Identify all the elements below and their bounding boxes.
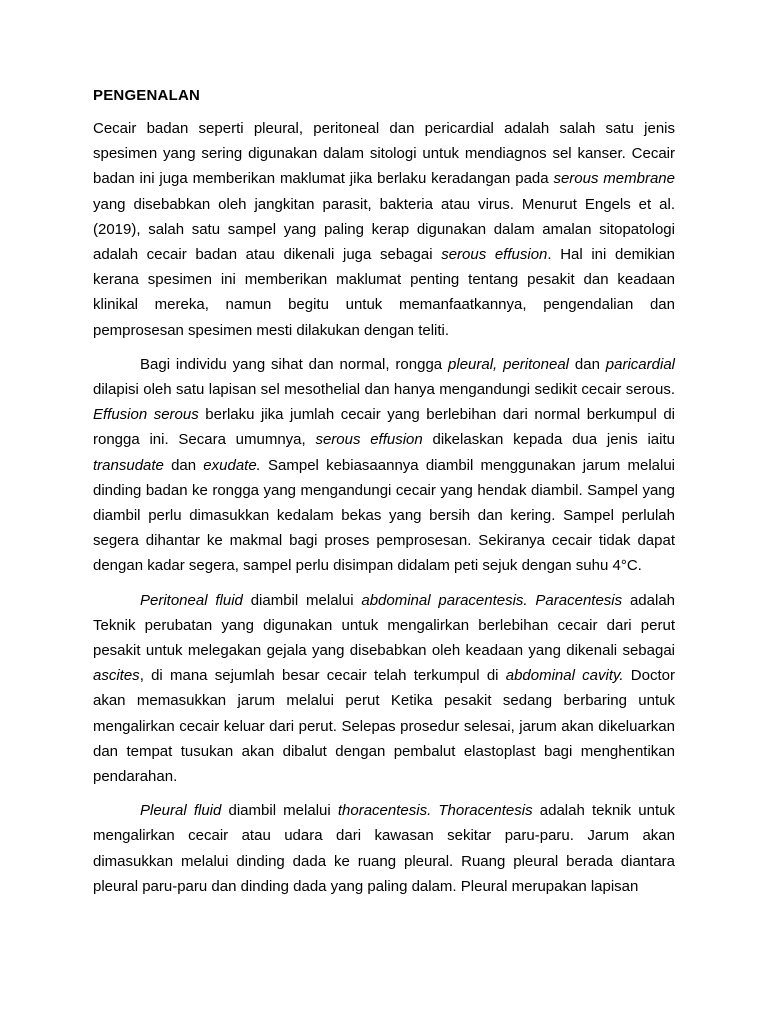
italic-term: Peritoneal fluid xyxy=(140,591,243,609)
paragraph-text: Sampel kebiasaannya diambil menggunakan jarum melalui dinding badan ke rongga yang mengandungi cecair yang hendak diambil. Sampel yang diambil perlu dimasukkan kedalam bekas yang bersih dan kering. Sampel perlulah segera dihantar ke makmal bagi proses pemprosesan. Sekiranya cecair tidak dapat dengan kadar segera, sampel perlu disimpan didalam peti sejuk dengan suhu 4°C. xyxy=(93,456,675,575)
paragraph-text: Bagi individu yang sihat dan normal, rongga xyxy=(140,355,449,373)
body-paragraph xyxy=(93,116,675,343)
body-paragraph xyxy=(93,588,675,790)
italic-term: abdominal paracentesis. Paracentesis xyxy=(361,591,623,609)
paragraph-text: berlaku jika jumlah cecair yang berlebihan dari normal berkumpul di rongga ini. Secara umumnya, xyxy=(93,406,676,449)
italic-term: Pleural fluid xyxy=(140,802,222,820)
italic-term: paricardial xyxy=(605,355,675,373)
italic-term: abdominal cavity. xyxy=(505,667,624,685)
paragraph-text: Cecair badan seperti pleural, peritoneal dan pericardial adalah salah satu jenis spesimen yang sering digunakan dalam sitologi untuk mendiagnos sel kanser. Cecair badan ini juga memberikan maklumat jika berlaku keradangan pada xyxy=(93,120,675,188)
italic-term: serous membrane xyxy=(553,170,675,188)
italic-term: ascites xyxy=(93,667,140,685)
italic-term: thoracentesis. Thoracentesis xyxy=(337,802,533,820)
paragraph-text: dan xyxy=(569,355,606,373)
paragraph-text: adalah Teknik perubatan yang digunakan untuk mengalirkan berlebihan cecair dari perut pesakit untuk melegakan gejala yang disebabkan oleh keadaan yang dikenali sebagai xyxy=(93,591,675,660)
body-paragraph xyxy=(93,798,675,899)
italic-term: transudate xyxy=(93,456,164,474)
paragraph-text: diambil melalui xyxy=(221,802,338,820)
italic-term: pleural, peritoneal xyxy=(448,355,569,373)
italic-term: Effusion serous xyxy=(93,406,199,424)
paragraph-text: diambil melalui xyxy=(242,591,362,609)
section-heading: PENGENALAN xyxy=(93,87,201,104)
paragraph-text: Doctor akan memasukkan jarum melalui perut Ketika pesakit sedang berbaring untuk mengalirkan cecair keluar dari perut. Selepas prosedur selesai, jarum akan dikeluarkan dan tempat tusukan akan dibalut dengan pembalut elastoplast bagi menghentikan pendarahan. xyxy=(93,667,675,786)
body-paragraph xyxy=(93,352,675,579)
paragraph-text: adalah teknik untuk mengalirkan cecair atau udara dari kawasan sekitar paru-paru. Jarum akan dimasukkan melalui dinding dada ke ruang pleural. Ruang pleural berada diantara pleural paru-paru dan dinding dada yang paling dalam. Pleural merupakan lapisan xyxy=(93,802,675,895)
paragraph-text: dikelaskan kepada dua jenis iaitu xyxy=(422,431,675,449)
paragraph-text: , di mana sejumlah besar cecair telah terkumpul di xyxy=(139,667,506,685)
paragraph-text: yang disebabkan oleh jangkitan parasit, bakteria atau virus. Menurut Engels et al.(2019), salah satu sampel yang paling kerap digunakan dalam amalan sitopatologi adalah cecair badan atau dikenali juga sebagai xyxy=(93,195,675,264)
paragraph-text: dan xyxy=(163,456,204,474)
paragraph-text: . Hal ini demikian kerana spesimen ini memberikan maklumat penting tentang pesakit dan keadaan klinikal mereka, namun begitu untuk memanfaatkannya, pengendalian dan pemprosesan spesimen mesti dilakukan dengan teliti. xyxy=(93,246,676,339)
paragraph-list xyxy=(93,116,675,899)
italic-term: exudate. xyxy=(203,456,261,474)
document-body xyxy=(93,85,675,908)
italic-term: serous effusion xyxy=(315,431,423,449)
paragraph-text: dilapisi oleh satu lapisan sel mesothelial dan hanya mengandungi sedikit cecair serous. xyxy=(93,381,675,399)
italic-term: serous effusion xyxy=(441,246,548,264)
